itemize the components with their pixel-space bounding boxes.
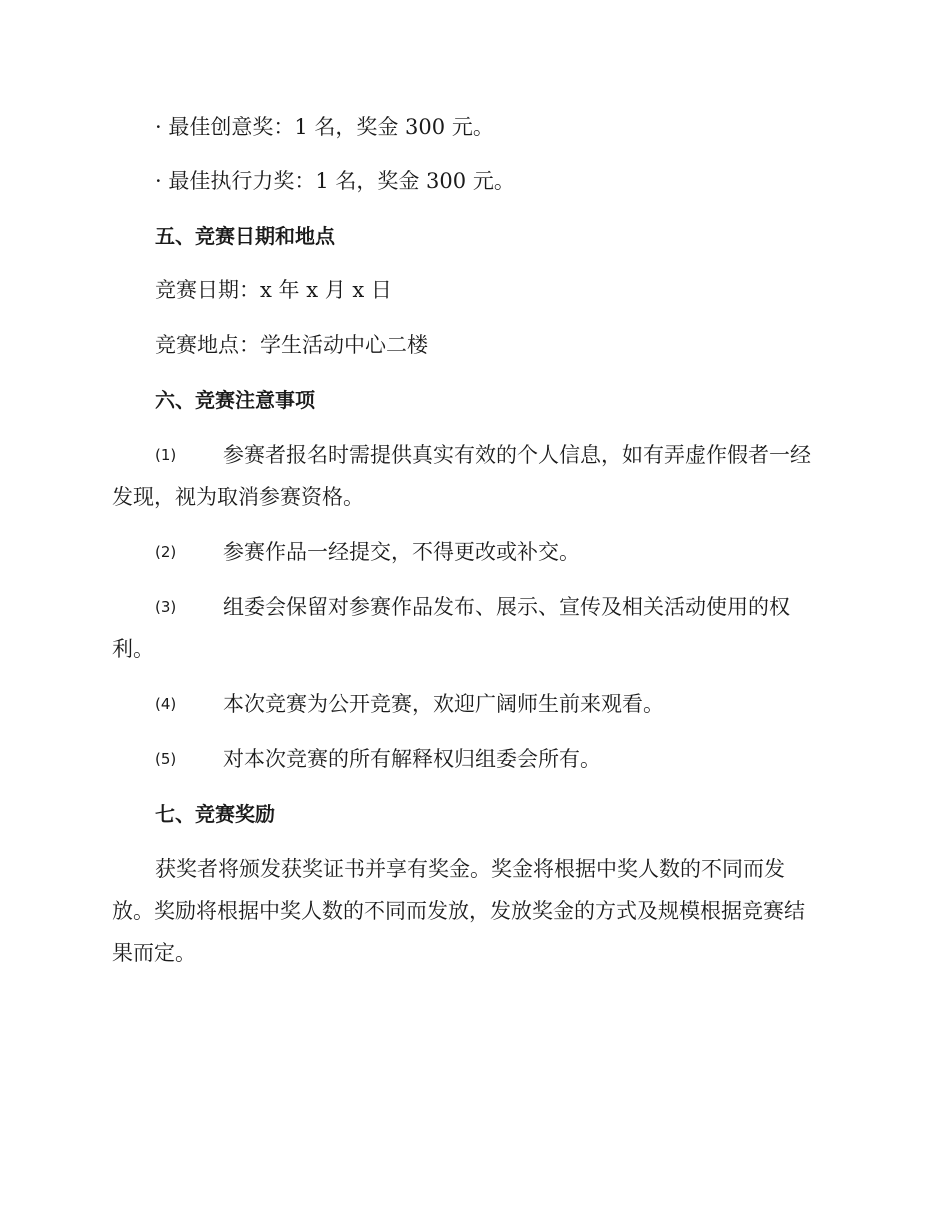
- notice-text-continued: 利。: [112, 637, 154, 661]
- notice-text: 组委会保留对参赛作品发布、展示、宣传及相关活动使用的权: [223, 595, 790, 619]
- notice-number: (1): [155, 446, 177, 464]
- notice-text: 对本次竞赛的所有解释权归组委会所有。: [223, 747, 601, 771]
- reward-paragraph-line: 果而定。: [112, 941, 196, 965]
- notice-text: 参赛者报名时需提供真实有效的个人信息，如有弄虚作假者一经: [223, 443, 811, 467]
- award-best-creativity: · 最佳创意奖：1 名，奖金 300 元。: [155, 115, 494, 139]
- notice-number: (3): [155, 598, 177, 616]
- section-5-heading: 五、竞赛日期和地点: [155, 224, 335, 248]
- section-6-heading: 六、竞赛注意事项: [155, 388, 315, 412]
- award-best-execution: · 最佳执行力奖：1 名，奖金 300 元。: [155, 169, 515, 193]
- notice-text: 参赛作品一经提交，不得更改或补交。: [223, 540, 580, 564]
- reward-paragraph-line: 获奖者将颁发获奖证书并享有奖金。奖金将根据中奖人数的不同而发: [155, 857, 785, 881]
- competition-date: 竞赛日期：x 年 x 月 x 日: [155, 278, 392, 302]
- notice-text: 本次竞赛为公开竞赛，欢迎广阔师生前来观看。: [223, 692, 664, 716]
- notice-number: (5): [155, 750, 177, 768]
- notice-number: (2): [155, 543, 177, 561]
- section-7-heading: 七、竞赛奖励: [155, 802, 275, 826]
- competition-place: 竞赛地点：学生活动中心二楼: [155, 333, 428, 357]
- notice-number: (4): [155, 695, 177, 713]
- notice-text-continued: 发现，视为取消参赛资格。: [112, 485, 364, 509]
- reward-paragraph-line: 放。奖励将根据中奖人数的不同而发放，发放奖金的方式及规模根据竞赛结: [112, 899, 805, 923]
